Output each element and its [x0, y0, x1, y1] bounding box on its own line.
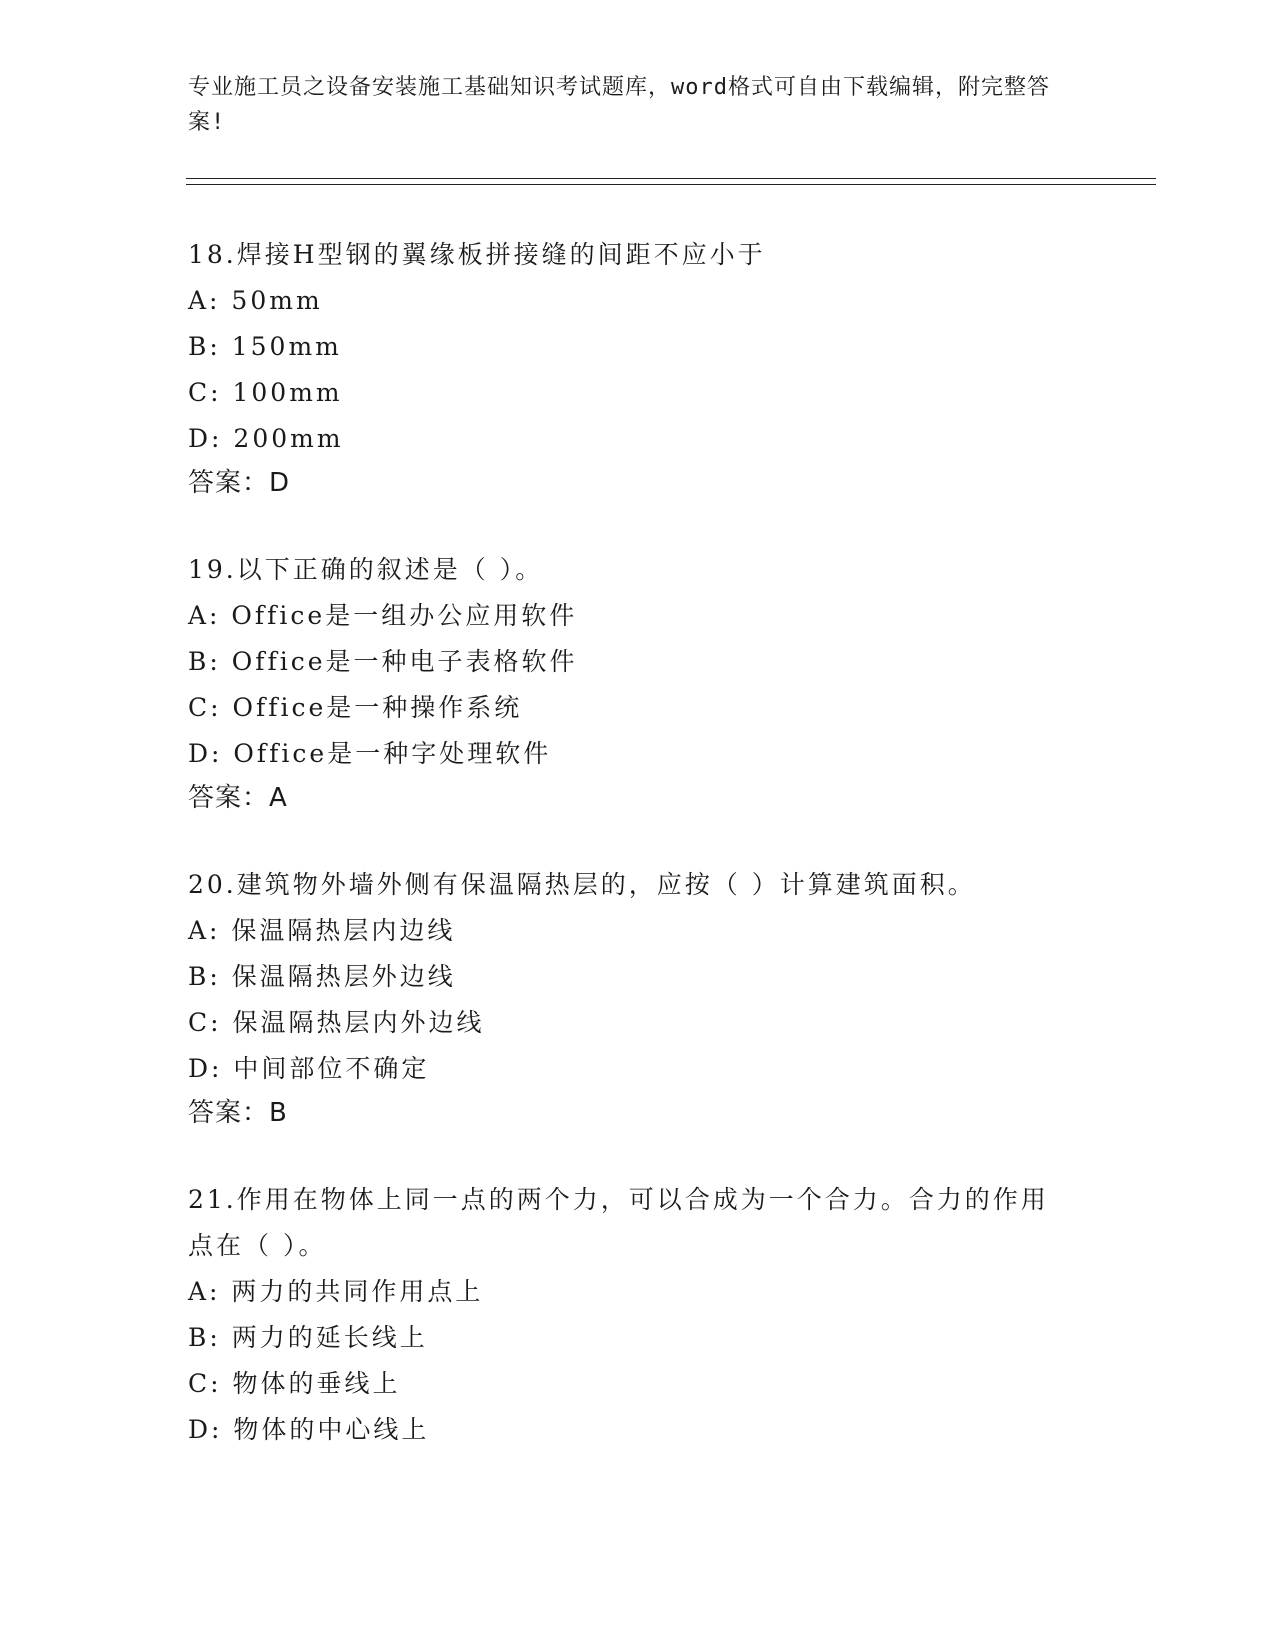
option-c: C: 物体的垂线上 [188, 1369, 401, 1398]
option-d: D: 物体的中心线上 [188, 1415, 430, 1444]
question-stem: 以下正确的叙述是（ ）。 [236, 555, 544, 584]
option-c: C: 100mm [188, 378, 343, 407]
question-list [188, 232, 1088, 1496]
question-stem: 建筑物外墙外侧有保温隔热层的，应按（ ）计算建筑面积。 [236, 870, 976, 899]
header-title: 专业施工员之设备安装施工基础知识考试题库，word格式可自由下载编辑，附完整答案! [188, 75, 1050, 135]
option-c: C: Office是一种操作系统 [188, 693, 523, 722]
option-a: A: 保温隔热层内边线 [188, 916, 456, 945]
question-number: 20. [188, 870, 237, 899]
option-a: A: Office是一组办公应用软件 [188, 601, 578, 630]
option-d: D: 中间部位不确定 [188, 1054, 430, 1083]
option-d: D: Office是一种字处理软件 [188, 739, 552, 768]
document-header [188, 70, 1068, 140]
option-c: C: 保温隔热层内外边线 [188, 1008, 485, 1037]
question-number: 21. [188, 1185, 237, 1214]
option-a: A: 两力的共同作用点上 [188, 1277, 484, 1306]
question-number: 18. [188, 240, 237, 269]
header-divider-top [186, 178, 1156, 179]
question-text [188, 1177, 1068, 1269]
question-number: 19. [188, 555, 237, 584]
option-b: B: 保温隔热层外边线 [188, 962, 456, 991]
question-text [188, 547, 1068, 593]
question-20 [188, 862, 1088, 1134]
question-text [188, 862, 1068, 908]
question-stem: 焊接H型钢的翼缘板拼接缝的间距不应小于 [236, 240, 766, 269]
header-divider-bottom [186, 184, 1156, 185]
question-stem: 作用在物体上同一点的两个力，可以合成为一个合力。合力的作用点在（ ）。 [188, 1185, 1049, 1260]
question-text [188, 232, 1068, 278]
option-b: B: Office是一种电子表格软件 [188, 647, 578, 676]
question-21 [188, 1177, 1088, 1453]
answer-line: 答案：A [188, 783, 288, 813]
option-b: B: 150mm [188, 332, 342, 361]
question-18 [188, 232, 1088, 504]
question-19 [188, 547, 1088, 819]
option-d: D: 200mm [188, 424, 344, 453]
answer-line: 答案：D [188, 468, 291, 498]
option-b: B: 两力的延长线上 [188, 1323, 428, 1352]
option-a: A: 50mm [188, 286, 323, 315]
answer-line: 答案：B [188, 1098, 288, 1128]
